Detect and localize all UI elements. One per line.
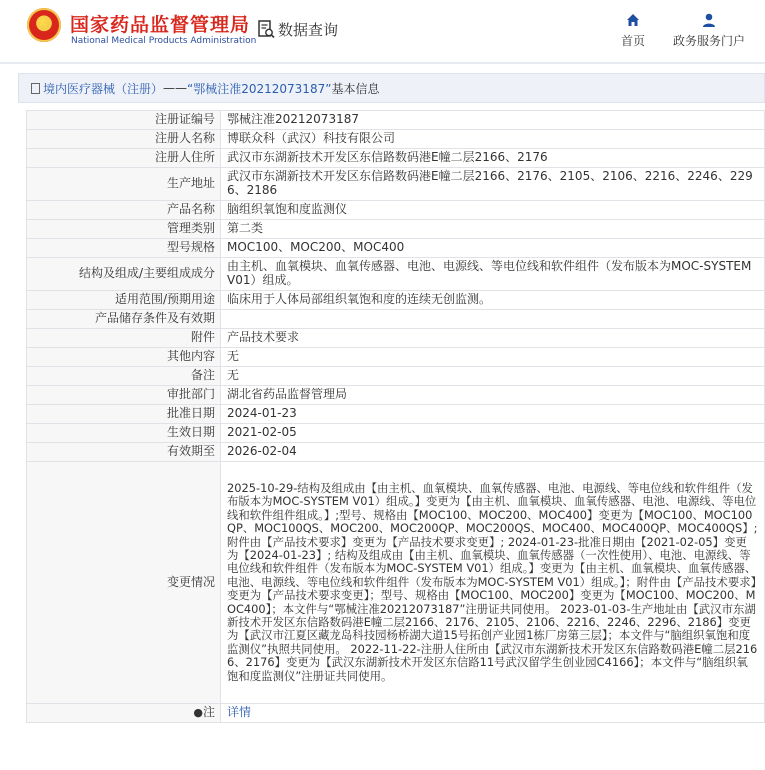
registration-number-label: 注册证编号 [27,111,221,130]
table-row-valid-until [27,443,765,462]
table-row-storage-condition [27,310,765,329]
data-query-label: 数据查询 [278,20,339,39]
remarks-value: 无 [221,367,765,386]
user-icon [701,12,717,28]
product-name-value: 脑组织氧饱和度监测仪 [221,201,765,220]
nav-home-label: 首页 [620,34,645,48]
site-title[interactable]: 国家药品监督管理局 [70,14,251,36]
product-name-label: 产品名称 [27,201,221,220]
note-label: 注 [202,705,215,720]
approval-department-value: 湖北省药品监督管理局 [221,386,765,405]
production-address-label: 生产地址 [27,168,221,201]
table-row-production-address [27,168,765,201]
home-icon [625,12,641,28]
table-row-registrant-address [27,149,765,168]
breadcrumb-suffix: 基本信息 [331,81,380,96]
registrant-address-label: 注册人住所 [27,149,221,168]
breadcrumb-category[interactable]: 境内医疗器械（注册） [43,81,164,96]
table-row-change-history [27,462,765,704]
breadcrumb-registration: “鄂械注准20212073187” [187,81,332,96]
table-row-structure-composition [27,258,765,291]
breadcrumb [18,73,765,103]
location-pin-icon: ● [193,706,203,720]
nav-home[interactable] [620,12,646,49]
production-address-value: 武汉市东湖新技术开发区东信路数码港E幢二层2166、2176、2105、2106、2216、2246、2296、2186 [221,168,765,201]
management-category-value: 第二类 [221,220,765,239]
table-row-note [27,704,765,723]
table-row-other-content [27,348,765,367]
effective-date-value: 2021-02-05 [221,424,765,443]
structure-composition-label: 结构及组成/主要组成成分 [27,258,221,291]
table-row-remarks [27,367,765,386]
site-subtitle: National Medical Products Administration [71,36,257,46]
intended-use-label: 适用范围/预期用途 [27,291,221,310]
document-icon [31,83,40,94]
attachment-value: 产品技术要求 [221,329,765,348]
detail-link[interactable]: 详情 [227,705,252,720]
change-history-label: 变更情况 [27,462,221,704]
attachment-label: 附件 [27,329,221,348]
site-header [0,0,765,62]
remarks-label: 备注 [27,367,221,386]
nav-gov-service[interactable] [671,12,747,49]
management-category-label: 管理类别 [27,220,221,239]
storage-condition-value [221,310,765,329]
table-row-effective-date [27,424,765,443]
model-spec-label: 型号规格 [27,239,221,258]
note-label-cell [27,704,221,723]
table-row-model-spec [27,239,765,258]
approval-date-value: 2024-01-23 [221,405,765,424]
table-row-registration-number [27,111,765,130]
storage-condition-label: 产品储存条件及有效期 [27,310,221,329]
valid-until-value: 2026-02-04 [221,443,765,462]
approval-department-label: 审批部门 [27,386,221,405]
table-row-approval-date [27,405,765,424]
table-row-management-category [27,220,765,239]
approval-date-label: 批准日期 [27,405,221,424]
other-content-value: 无 [221,348,765,367]
model-spec-value: MOC100、MOC200、MOC400 [221,239,765,258]
structure-composition-value: 由主机、血氧模块、血氧传感器、电池、电源线、等电位线和软件组件（发布版本为MOC-SYSTEM V01）组成。 [221,258,765,291]
table-row-product-name [27,201,765,220]
registration-number-value: 鄂械注准20212073187 [221,111,765,130]
registrant-name-label: 注册人名称 [27,130,221,149]
valid-until-label: 有效期至 [27,443,221,462]
note-value-cell [221,704,765,723]
other-content-label: 其他内容 [27,348,221,367]
national-emblem-icon [27,8,61,42]
registrant-address-value: 武汉市东湖新技术开发区东信路数码港E幢二层2166、2176 [221,149,765,168]
registrant-name-value: 博联众科（武汉）科技有限公司 [221,130,765,149]
change-history-value: 2025-10-29-结构及组成由【由主机、血氧模块、血氧传感器、电池、电源线、等电位线和软件组件（发布版本为MOC-SYSTEM V01）组成。】变更为【由主机、血氧模块、血氧传感器、电池、电源线、等电位线和软件组件组成。】;型号、规格由【MOC100、MOC200、MOC400】变更为【MOC100、MOC100QP、MOC100QS、MOC200、MOC200QP、MOC200QS、MOC400、MOC400QP、MOC400QS】;附件由【产品技术要求】变更为【产品技术要求变更】; 2024-01-23-批准日期由【2021-02-05】变更为【2024-01-23】; 结构及组成由【由主机、血氧模块、血氧传感器（一次性使用）、电池、电源线、等电位线和软件组件（发布版本为MOC-SYSTEM V01）组成。】变更为【由主机、血氧模块、血氧传感器、电池、电源线、等电位线和软件组件（发布版本为MOC-SYSTEM V01）组成。】；附件由【产品技术要求】变更为【产品技术要求变更】；型号、规格由【MOC100、MOC200】变更为【MOC100、MOC200、MOC400】；本文件与“鄂械注准20212073187”注册证共同使用。 2023-01-03-生产地址由【武汉市东湖新技术开发区东信路数码港E幢二层2166、2176、2105、2106、2216、2246、2296、2186】变更为【武汉市江夏区藏龙岛科技园杨桥湖大道15号拓创产业园1栋厂房第三层】；本文件与“脑组织氧饱和度监测仪”执照共同使用。 2022-11-22-注册人住所由【武汉市东湖新技术开发区东信路数码港E幢二层2166、2176】变更为【武汉东湖新技术开发区东信路11号武汉留学生创业园C4166】；本文件与“脑组织氧饱和度监测仪”注册证共同使用。 [221,462,765,704]
table-row-registrant-name [27,130,765,149]
effective-date-label: 生效日期 [27,424,221,443]
table-row-intended-use [27,291,765,310]
document-search-icon [258,20,275,39]
table-row-approval-department [27,386,765,405]
data-query-link[interactable] [258,18,338,40]
breadcrumb-separator: —— [163,81,188,95]
header-divider [0,62,765,64]
device-info-table [26,110,765,723]
nav-gov-service-label: 政务服务门户 [672,34,745,48]
intended-use-value: 临床用于人体局部组织氧饱和度的连续无创监测。 [221,291,765,310]
table-row-attachment [27,329,765,348]
